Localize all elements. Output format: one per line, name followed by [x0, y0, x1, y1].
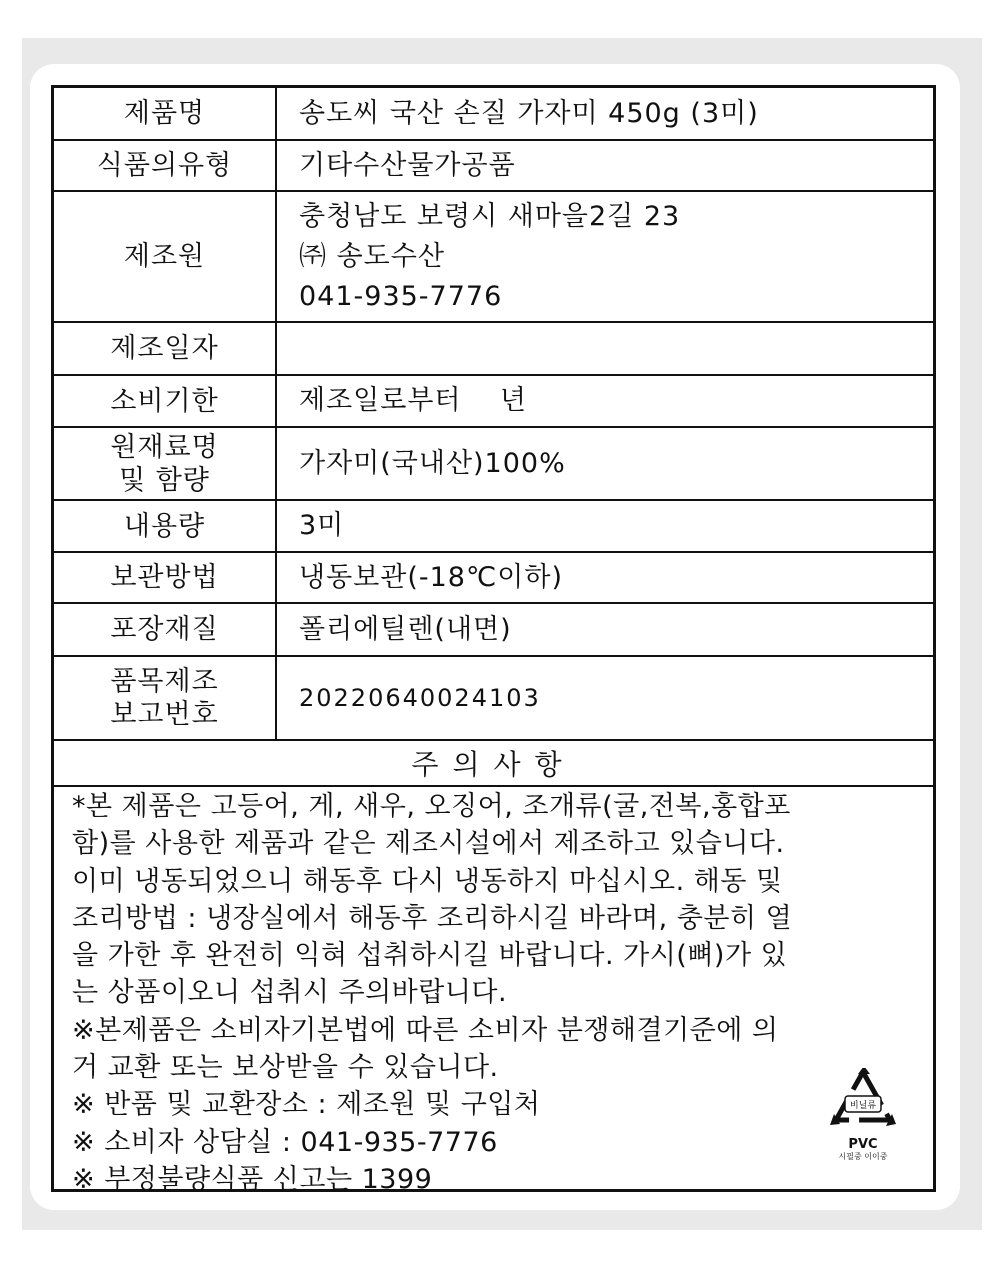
manufacturer-address: 충청남도 보령시 새마을2길 23 — [299, 200, 681, 232]
row-value: 3미 — [299, 510, 345, 541]
notice-body — [72, 788, 918, 1198]
table-row — [54, 192, 933, 323]
notice-title: 주의사항 — [54, 741, 933, 787]
manufacturer-name: ㈜ 송도수산 — [299, 240, 445, 272]
notice-line: 조리방법 : 냉장실에서 해동후 조리하시길 바라며, 충분히 열 — [72, 902, 793, 934]
recycle-arrows-icon — [828, 1068, 898, 1134]
recycling-mark — [818, 1068, 908, 1168]
table-row — [54, 604, 933, 657]
row-label: 내용량 — [54, 501, 277, 551]
row-value: 가자미(국내산)100% — [299, 447, 566, 479]
table-row — [54, 141, 933, 192]
row-value: 기타수산물가공품 — [299, 149, 516, 181]
row-label: 제조원 — [54, 192, 277, 321]
row-label: 제조일자 — [54, 323, 277, 374]
notice-line: ※ 소비자 상담실 : 041-935-7776 — [72, 1126, 498, 1158]
row-label: 소비기한 — [54, 376, 277, 426]
recycle-inner-text: 비닐류 — [849, 1101, 877, 1111]
notice-line: 을 가한 후 완전히 익혀 섭취하시길 바랍니다. 가시(뼈)가 있 — [72, 940, 788, 972]
row-value: 송도씨 국산 손질 가자미 450g (3미) — [299, 97, 759, 129]
table-row — [54, 323, 933, 376]
row-value: 냉동보관(-18℃이하) — [299, 561, 563, 593]
row-label: 제품명 — [54, 88, 277, 139]
manufacturer-phone: 041-935-7776 — [299, 280, 503, 312]
notice-line: 함)를 사용한 제품과 같은 제조시설에서 제조하고 있습니다. — [72, 828, 785, 860]
table-row — [54, 501, 933, 553]
row-value: 20220640024103 — [299, 684, 541, 712]
row-label: 보관방법 — [54, 553, 277, 602]
recycle-caption: 시필중 이이중 — [838, 1152, 888, 1161]
notice-line: ※ 부정불량식품 신고는 1399 — [72, 1163, 433, 1195]
row-label: 식품의유형 — [54, 141, 277, 190]
row-label: 품목제조 보고번호 — [54, 657, 277, 739]
table-row — [54, 553, 933, 604]
notice-line: 는 상품이오니 섭취시 주의바랍니다. — [72, 977, 508, 1009]
notice-line: ※ 반품 및 교환장소 : 제조원 및 구입처 — [72, 1089, 541, 1121]
table-row — [54, 428, 933, 501]
notice-line: *본 제품은 고등어, 게, 새우, 오징어, 조개류(굴,전복,홍합포 — [72, 791, 791, 822]
notice-line: 이미 냉동되었으니 해동후 다시 냉동하지 마십시오. 해동 및 — [72, 865, 783, 897]
table-row — [54, 657, 933, 741]
row-label: 원재료명 및 함량 — [54, 428, 277, 499]
table-row — [54, 376, 933, 428]
row-value: 폴리에틸렌(내면) — [299, 613, 512, 645]
table-row — [54, 88, 933, 141]
row-label: 포장재질 — [54, 604, 277, 655]
product-info-table — [51, 85, 936, 1195]
row-value: 제조일로부터 년 — [299, 385, 527, 416]
notice-line: 거 교환 또는 보상받을 수 있습니다. — [72, 1052, 499, 1084]
material-code: PVC — [848, 1137, 878, 1152]
notice-line: ※본제품은 소비자기본법에 따른 소비자 분쟁해결기준에 의 — [72, 1014, 779, 1046]
